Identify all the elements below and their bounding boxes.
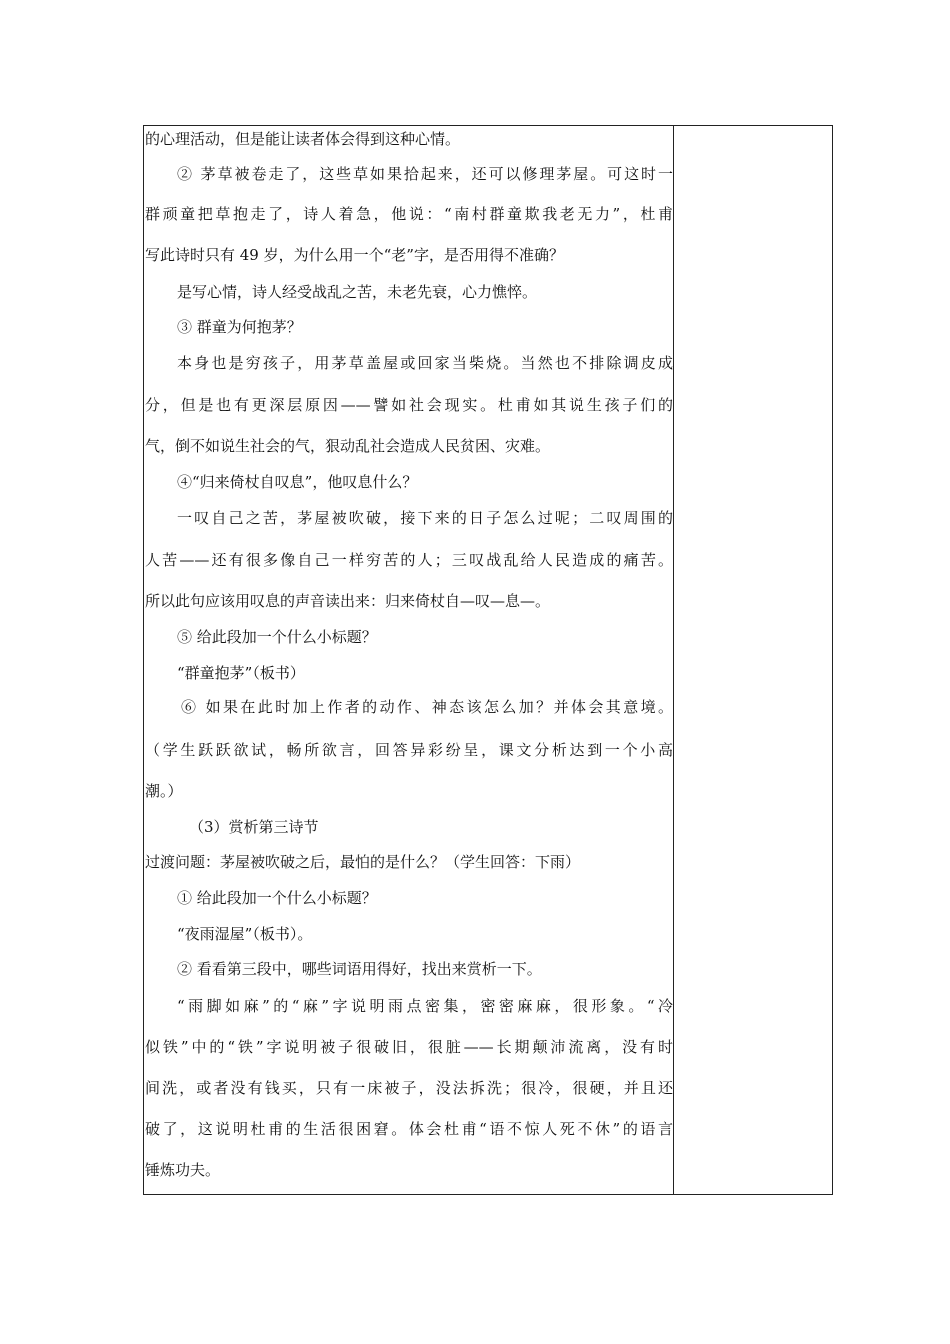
text-line: 破了，这说明杜甫的生活很困窘。体会杜甫“语不惊人死不休”的语言 xyxy=(145,1120,673,1138)
text-line: 间洗，或者没有钱买，只有一床被子，没法拆洗；很冷，很硬，并且还 xyxy=(145,1079,673,1097)
text-line: 群顽童把草抱走了，诗人着急，他说：“南村群童欺我老无力”，杜甫 xyxy=(145,205,673,223)
text-line: 过渡问题：茅屋被吹破之后，最怕的是什么？（学生回答：下雨） xyxy=(145,853,581,871)
text-line: ⑥ 如果在此时加上作者的动作、神态该怎么加？并体会其意境。 xyxy=(181,698,673,716)
text-line: “群童抱茅”（板书） xyxy=(177,664,305,682)
text-line: 似铁”中的“铁”字说明被子很破旧，很脏——长期颠沛流离，没有时 xyxy=(145,1038,673,1056)
text-line: 是写心情，诗人经受战乱之苦，未老先衰，心力憔悴。 xyxy=(177,283,538,301)
text-line: ① 给此段加一个什么小标题？ xyxy=(177,889,377,907)
text-line: 一叹自己之苦，茅屋被吹破，接下来的日子怎么过呢；二叹周围的 xyxy=(177,509,673,527)
notes-cell xyxy=(674,126,832,1194)
text-line: 锤炼功夫。 xyxy=(145,1161,221,1179)
text-line: ④“归来倚杖自叹息”，他叹息什么？ xyxy=(177,473,418,491)
text-line: 写此诗时只有 49 岁，为什么用一个“老”字，是否用得不准确？ xyxy=(145,246,564,264)
text-line: 的心理活动，但是能让读者体会得到这种心情。 xyxy=(145,130,461,148)
text-line: 分，但是也有更深层原因——譬如社会现实。杜甫如其说生孩子们的 xyxy=(145,396,673,414)
text-line: 所以此句应该用叹息的声音读出来：归来倚杖自—叹—息—。 xyxy=(145,592,551,610)
text-line: 本身也是穷孩子，用茅草盖屋或回家当柴烧。当然也不排除调皮成 xyxy=(177,354,673,372)
text-line: ② 看看第三段中，哪些词语用得好，找出来赏析一下。 xyxy=(177,960,542,978)
text-line: 潮。） xyxy=(145,782,183,800)
text-line: “夜雨湿屋”（板书）。 xyxy=(177,925,313,943)
section-heading: （3）赏析第三诗节 xyxy=(189,818,319,836)
text-line: 气，倒不如说生社会的气，狠动乱社会造成人民贫困、灾难。 xyxy=(145,437,551,455)
text-line: ⑤ 给此段加一个什么小标题？ xyxy=(177,628,377,646)
text-line: ② 茅草被卷走了，这些草如果拾起来，还可以修理茅屋。可这时一 xyxy=(177,165,673,183)
text-line: （学生跃跃欲试，畅所欲言，回答异彩纷呈，课文分析达到一个小高 xyxy=(145,741,673,759)
text-line: 人苦——还有很多像自己一样穷苦的人；三叹战乱给人民造成的痛苦。 xyxy=(145,551,673,569)
text-line: ③ 群童为何抱茅？ xyxy=(177,318,302,336)
text-line: “雨脚如麻”的“麻”字说明雨点密集，密密麻麻，很形象。“冷 xyxy=(177,997,673,1015)
